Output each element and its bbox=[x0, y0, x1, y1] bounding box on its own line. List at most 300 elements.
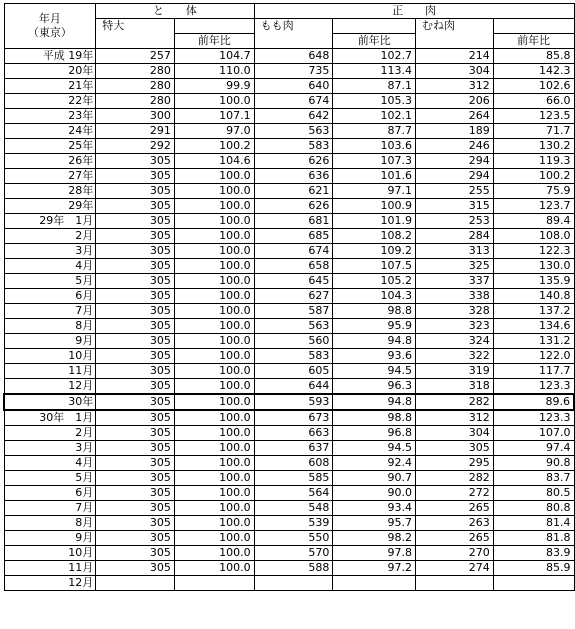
row-label: 2月 bbox=[4, 229, 96, 244]
cell-mune-price: 312 bbox=[416, 79, 494, 94]
table-row bbox=[4, 274, 574, 289]
cell-momo-yoy: 97.8 bbox=[333, 546, 416, 561]
cell-tokudai-price: 292 bbox=[96, 139, 175, 154]
cell-mune-price: 328 bbox=[416, 304, 494, 319]
table-row bbox=[4, 184, 574, 199]
cell-tokudai-price: 305 bbox=[96, 516, 175, 531]
row-label: 29年 bbox=[4, 199, 96, 214]
cell-mune-price: 189 bbox=[416, 124, 494, 139]
cell-mune-yoy: 100.2 bbox=[493, 169, 574, 184]
cell-tokudai-price: 305 bbox=[96, 546, 175, 561]
row-label: 6月 bbox=[4, 486, 96, 501]
period-label: 年月 bbox=[38, 12, 61, 25]
cell-mune-price: 305 bbox=[416, 441, 494, 456]
cell-tokudai-yoy: 100.0 bbox=[174, 486, 254, 501]
cell-tokudai-price: 280 bbox=[96, 79, 175, 94]
cell-mune-yoy: 130.2 bbox=[493, 139, 574, 154]
header-row-1 bbox=[4, 4, 574, 19]
table-body bbox=[4, 4, 574, 591]
cell-tokudai-price: 305 bbox=[96, 184, 175, 199]
table-row bbox=[4, 394, 574, 410]
cell-tokudai-price: 305 bbox=[96, 379, 175, 395]
table-row bbox=[4, 486, 574, 501]
cell-mune-yoy: 71.7 bbox=[493, 124, 574, 139]
cell-tokudai-yoy: 110.0 bbox=[174, 64, 254, 79]
cell-tokudai-price: 305 bbox=[96, 154, 175, 169]
table-row bbox=[4, 501, 574, 516]
table-row bbox=[4, 456, 574, 471]
cell-momo-price: 644 bbox=[254, 379, 333, 395]
cell-tokudai-price: 305 bbox=[96, 169, 175, 184]
row-label: 8月 bbox=[4, 319, 96, 334]
cell-mune-price: 294 bbox=[416, 154, 494, 169]
cell-momo-price: 539 bbox=[254, 516, 333, 531]
table-row bbox=[4, 304, 574, 319]
cell-tokudai-price: 305 bbox=[96, 364, 175, 379]
cell-tokudai-price: 305 bbox=[96, 214, 175, 229]
cell-tokudai-price: 305 bbox=[96, 259, 175, 274]
row-label: 27年 bbox=[4, 169, 96, 184]
cell-tokudai-price bbox=[96, 576, 175, 591]
cell-momo-price: 587 bbox=[254, 304, 333, 319]
cell-momo-yoy: 108.2 bbox=[333, 229, 416, 244]
cell-tokudai-yoy: 100.0 bbox=[174, 456, 254, 471]
cell-tokudai-price: 305 bbox=[96, 244, 175, 259]
col-header-mune: むね肉 bbox=[416, 19, 494, 34]
table-row bbox=[4, 124, 574, 139]
row-label: 11月 bbox=[4, 561, 96, 576]
cell-tokudai-price: 305 bbox=[96, 229, 175, 244]
cell-tokudai-price: 305 bbox=[96, 471, 175, 486]
cell-momo-price: 626 bbox=[254, 199, 333, 214]
cell-momo-yoy: 97.1 bbox=[333, 184, 416, 199]
table-row bbox=[4, 410, 574, 426]
cell-momo-price: 636 bbox=[254, 169, 333, 184]
cell-tokudai-yoy: 100.0 bbox=[174, 184, 254, 199]
cell-mune-yoy: 134.6 bbox=[493, 319, 574, 334]
table-row bbox=[4, 441, 574, 456]
cell-momo-yoy: 101.9 bbox=[333, 214, 416, 229]
cell-mune-price: 325 bbox=[416, 259, 494, 274]
cell-mune-yoy: 97.4 bbox=[493, 441, 574, 456]
cell-mune-price: 322 bbox=[416, 349, 494, 364]
cell-tokudai-yoy: 104.6 bbox=[174, 154, 254, 169]
cell-tokudai-yoy: 104.7 bbox=[174, 49, 254, 64]
cell-tokudai-price: 305 bbox=[96, 486, 175, 501]
cell-mune-yoy: 90.8 bbox=[493, 456, 574, 471]
cell-mune-price: 304 bbox=[416, 64, 494, 79]
row-label: 6月 bbox=[4, 289, 96, 304]
cell-tokudai-price: 305 bbox=[96, 441, 175, 456]
cell-momo-yoy: 102.1 bbox=[333, 109, 416, 124]
cell-tokudai-yoy: 100.0 bbox=[174, 94, 254, 109]
cell-mune-yoy: 102.6 bbox=[493, 79, 574, 94]
cell-mune-price: 324 bbox=[416, 334, 494, 349]
group-header-seiniku: 正 肉 bbox=[254, 4, 574, 19]
cell-momo-price: 593 bbox=[254, 394, 333, 410]
cell-momo-price: 563 bbox=[254, 319, 333, 334]
cell-momo-yoy: 94.8 bbox=[333, 334, 416, 349]
cell-tokudai-price: 305 bbox=[96, 394, 175, 410]
col-header-momo: もも肉 bbox=[254, 19, 333, 34]
cell-mune-price: 282 bbox=[416, 471, 494, 486]
cell-momo-price bbox=[254, 576, 333, 591]
cell-tokudai-yoy: 100.0 bbox=[174, 214, 254, 229]
cell-tokudai-yoy: 100.0 bbox=[174, 244, 254, 259]
cell-momo-price: 548 bbox=[254, 501, 333, 516]
row-label: 22年 bbox=[4, 94, 96, 109]
cell-tokudai-yoy: 100.0 bbox=[174, 169, 254, 184]
cell-momo-yoy: 113.4 bbox=[333, 64, 416, 79]
cell-momo-price: 621 bbox=[254, 184, 333, 199]
cell-momo-yoy bbox=[333, 576, 416, 591]
cell-momo-yoy: 87.1 bbox=[333, 79, 416, 94]
cell-tokudai-yoy: 100.0 bbox=[174, 349, 254, 364]
cell-mune-price: 246 bbox=[416, 139, 494, 154]
cell-tokudai-yoy: 100.0 bbox=[174, 304, 254, 319]
cell-mune-price: 214 bbox=[416, 49, 494, 64]
table-row bbox=[4, 349, 574, 364]
cell-momo-price: 640 bbox=[254, 79, 333, 94]
cell-tokudai-price: 257 bbox=[96, 49, 175, 64]
row-label: 3月 bbox=[4, 441, 96, 456]
table-row bbox=[4, 576, 574, 591]
cell-mune-price: 265 bbox=[416, 531, 494, 546]
cell-momo-yoy: 109.2 bbox=[333, 244, 416, 259]
cell-momo-price: 583 bbox=[254, 349, 333, 364]
row-label: 5月 bbox=[4, 274, 96, 289]
cell-mune-yoy: 142.3 bbox=[493, 64, 574, 79]
cell-momo-price: 645 bbox=[254, 274, 333, 289]
cell-mune-yoy: 89.6 bbox=[493, 394, 574, 410]
row-label: 12月 bbox=[4, 379, 96, 395]
row-label: 10月 bbox=[4, 546, 96, 561]
cell-mune-price: 319 bbox=[416, 364, 494, 379]
cell-momo-yoy: 87.7 bbox=[333, 124, 416, 139]
row-label: 8月 bbox=[4, 516, 96, 531]
cell-momo-yoy: 92.4 bbox=[333, 456, 416, 471]
row-label: 4月 bbox=[4, 456, 96, 471]
row-label: 30年 bbox=[4, 394, 96, 410]
cell-mune-yoy: 83.7 bbox=[493, 471, 574, 486]
cell-momo-yoy: 97.2 bbox=[333, 561, 416, 576]
col-header-tokudai: 特大 bbox=[96, 19, 175, 49]
cell-tokudai-yoy: 100.0 bbox=[174, 410, 254, 426]
cell-tokudai-price: 305 bbox=[96, 426, 175, 441]
cell-mune-yoy: 130.0 bbox=[493, 259, 574, 274]
cell-tokudai-yoy: 100.0 bbox=[174, 364, 254, 379]
cell-momo-yoy: 105.2 bbox=[333, 274, 416, 289]
cell-tokudai-yoy: 100.0 bbox=[174, 546, 254, 561]
table-row bbox=[4, 169, 574, 184]
cell-momo-price: 550 bbox=[254, 531, 333, 546]
cell-mune-yoy bbox=[493, 576, 574, 591]
header-spacer bbox=[254, 34, 333, 49]
table-row bbox=[4, 199, 574, 214]
row-label: 26年 bbox=[4, 154, 96, 169]
cell-mune-price: 206 bbox=[416, 94, 494, 109]
group-header-toutai: と 体 bbox=[96, 4, 254, 19]
cell-mune-price: 264 bbox=[416, 109, 494, 124]
cell-momo-price: 583 bbox=[254, 139, 333, 154]
cell-mune-yoy: 131.2 bbox=[493, 334, 574, 349]
cell-tokudai-yoy: 100.0 bbox=[174, 199, 254, 214]
cell-tokudai-yoy bbox=[174, 576, 254, 591]
cell-tokudai-yoy: 100.0 bbox=[174, 471, 254, 486]
cell-momo-price: 605 bbox=[254, 364, 333, 379]
cell-mune-price: 323 bbox=[416, 319, 494, 334]
table-row bbox=[4, 516, 574, 531]
cell-momo-yoy: 98.8 bbox=[333, 304, 416, 319]
cell-mune-price: 274 bbox=[416, 561, 494, 576]
cell-tokudai-yoy: 97.0 bbox=[174, 124, 254, 139]
cell-tokudai-yoy: 100.0 bbox=[174, 259, 254, 274]
cell-tokudai-yoy: 100.0 bbox=[174, 426, 254, 441]
cell-momo-yoy: 100.9 bbox=[333, 199, 416, 214]
row-label: 9月 bbox=[4, 531, 96, 546]
row-label: 29年 1月 bbox=[4, 214, 96, 229]
cell-mune-yoy: 89.4 bbox=[493, 214, 574, 229]
cell-mune-price: 312 bbox=[416, 410, 494, 426]
row-label: 7月 bbox=[4, 304, 96, 319]
table-row bbox=[4, 79, 574, 94]
table-row bbox=[4, 289, 574, 304]
cell-mune-price: 295 bbox=[416, 456, 494, 471]
cell-mune-yoy: 83.9 bbox=[493, 546, 574, 561]
cell-mune-price: 270 bbox=[416, 546, 494, 561]
cell-momo-price: 648 bbox=[254, 49, 333, 64]
cell-momo-yoy: 96.8 bbox=[333, 426, 416, 441]
cell-momo-price: 735 bbox=[254, 64, 333, 79]
table-row bbox=[4, 94, 574, 109]
cell-momo-price: 674 bbox=[254, 244, 333, 259]
cell-mune-yoy: 108.0 bbox=[493, 229, 574, 244]
cell-tokudai-yoy: 107.1 bbox=[174, 109, 254, 124]
row-label: 9月 bbox=[4, 334, 96, 349]
cell-momo-yoy: 94.5 bbox=[333, 441, 416, 456]
cell-momo-price: 685 bbox=[254, 229, 333, 244]
cell-momo-yoy: 93.6 bbox=[333, 349, 416, 364]
cell-tokudai-price: 305 bbox=[96, 501, 175, 516]
price-table bbox=[3, 3, 575, 591]
cell-mune-yoy: 140.8 bbox=[493, 289, 574, 304]
cell-momo-price: 585 bbox=[254, 471, 333, 486]
cell-tokudai-yoy: 100.0 bbox=[174, 274, 254, 289]
cell-momo-yoy: 94.5 bbox=[333, 364, 416, 379]
row-label: 30年 1月 bbox=[4, 410, 96, 426]
cell-mune-yoy: 122.3 bbox=[493, 244, 574, 259]
col-header-yoy-momo: 前年比 bbox=[333, 34, 416, 49]
cell-tokudai-price: 305 bbox=[96, 289, 175, 304]
row-label: 28年 bbox=[4, 184, 96, 199]
col-header-yoy-toutai: 前年比 bbox=[174, 34, 254, 49]
header-spacer bbox=[174, 19, 254, 34]
cell-mune-price: 294 bbox=[416, 169, 494, 184]
row-label: 10月 bbox=[4, 349, 96, 364]
cell-momo-yoy: 93.4 bbox=[333, 501, 416, 516]
cell-momo-price: 570 bbox=[254, 546, 333, 561]
cell-momo-price: 673 bbox=[254, 410, 333, 426]
cell-momo-price: 637 bbox=[254, 441, 333, 456]
cell-momo-price: 681 bbox=[254, 214, 333, 229]
row-label: 3月 bbox=[4, 244, 96, 259]
table-row bbox=[4, 259, 574, 274]
table-row bbox=[4, 471, 574, 486]
cell-mune-price: 263 bbox=[416, 516, 494, 531]
cell-mune-price: 315 bbox=[416, 199, 494, 214]
cell-momo-yoy: 103.6 bbox=[333, 139, 416, 154]
cell-mune-yoy: 123.7 bbox=[493, 199, 574, 214]
cell-tokudai-yoy: 100.0 bbox=[174, 441, 254, 456]
cell-momo-yoy: 101.6 bbox=[333, 169, 416, 184]
cell-mune-yoy: 137.2 bbox=[493, 304, 574, 319]
cell-mune-price: 253 bbox=[416, 214, 494, 229]
row-label: 11月 bbox=[4, 364, 96, 379]
cell-mune-yoy: 80.5 bbox=[493, 486, 574, 501]
cell-mune-yoy: 107.0 bbox=[493, 426, 574, 441]
table-row bbox=[4, 49, 574, 64]
cell-momo-yoy: 107.5 bbox=[333, 259, 416, 274]
cell-mune-yoy: 85.8 bbox=[493, 49, 574, 64]
cell-mune-price: 255 bbox=[416, 184, 494, 199]
cell-tokudai-yoy: 100.0 bbox=[174, 394, 254, 410]
cell-tokudai-price: 305 bbox=[96, 410, 175, 426]
table-row bbox=[4, 109, 574, 124]
cell-momo-yoy: 95.7 bbox=[333, 516, 416, 531]
cell-mune-yoy: 123.5 bbox=[493, 109, 574, 124]
cell-tokudai-price: 305 bbox=[96, 334, 175, 349]
cell-momo-yoy: 90.0 bbox=[333, 486, 416, 501]
region-label: （東京） bbox=[27, 26, 72, 39]
cell-mune-price: 282 bbox=[416, 394, 494, 410]
cell-momo-yoy: 107.3 bbox=[333, 154, 416, 169]
row-label: 20年 bbox=[4, 64, 96, 79]
table-row bbox=[4, 154, 574, 169]
row-label: 23年 bbox=[4, 109, 96, 124]
cell-mune-yoy: 81.8 bbox=[493, 531, 574, 546]
cell-tokudai-price: 305 bbox=[96, 304, 175, 319]
cell-mune-price: 337 bbox=[416, 274, 494, 289]
row-label: 4月 bbox=[4, 259, 96, 274]
cell-momo-yoy: 90.7 bbox=[333, 471, 416, 486]
cell-momo-price: 588 bbox=[254, 561, 333, 576]
cell-mune-yoy: 119.3 bbox=[493, 154, 574, 169]
cell-momo-price: 674 bbox=[254, 94, 333, 109]
cell-momo-price: 608 bbox=[254, 456, 333, 471]
cell-mune-price: 265 bbox=[416, 501, 494, 516]
cell-momo-price: 663 bbox=[254, 426, 333, 441]
cell-tokudai-price: 291 bbox=[96, 124, 175, 139]
cell-tokudai-yoy: 100.0 bbox=[174, 561, 254, 576]
period-header bbox=[4, 4, 96, 49]
row-label: 平成 19年 bbox=[4, 49, 96, 64]
cell-tokudai-yoy: 100.0 bbox=[174, 501, 254, 516]
table-row bbox=[4, 139, 574, 154]
cell-tokudai-yoy: 100.0 bbox=[174, 229, 254, 244]
row-label: 21年 bbox=[4, 79, 96, 94]
table-row bbox=[4, 244, 574, 259]
cell-mune-price: 284 bbox=[416, 229, 494, 244]
cell-tokudai-price: 305 bbox=[96, 319, 175, 334]
cell-momo-yoy: 105.3 bbox=[333, 94, 416, 109]
header-spacer bbox=[416, 34, 494, 49]
cell-tokudai-price: 305 bbox=[96, 199, 175, 214]
cell-tokudai-price: 300 bbox=[96, 109, 175, 124]
header-spacer bbox=[333, 19, 416, 34]
cell-momo-yoy: 94.8 bbox=[333, 394, 416, 410]
table-row bbox=[4, 379, 574, 395]
cell-tokudai-yoy: 100.0 bbox=[174, 319, 254, 334]
cell-momo-yoy: 98.8 bbox=[333, 410, 416, 426]
table-row bbox=[4, 546, 574, 561]
cell-mune-yoy: 123.3 bbox=[493, 379, 574, 395]
row-label: 25年 bbox=[4, 139, 96, 154]
cell-mune-yoy: 122.0 bbox=[493, 349, 574, 364]
cell-mune-yoy: 75.9 bbox=[493, 184, 574, 199]
cell-momo-price: 642 bbox=[254, 109, 333, 124]
col-header-yoy-mune: 前年比 bbox=[493, 34, 574, 49]
cell-momo-price: 626 bbox=[254, 154, 333, 169]
row-label: 5月 bbox=[4, 471, 96, 486]
cell-mune-yoy: 85.9 bbox=[493, 561, 574, 576]
cell-mune-yoy: 123.3 bbox=[493, 410, 574, 426]
cell-tokudai-price: 305 bbox=[96, 561, 175, 576]
table-row bbox=[4, 229, 574, 244]
table-row bbox=[4, 334, 574, 349]
cell-momo-price: 658 bbox=[254, 259, 333, 274]
table-row bbox=[4, 64, 574, 79]
cell-tokudai-yoy: 100.2 bbox=[174, 139, 254, 154]
cell-tokudai-yoy: 100.0 bbox=[174, 379, 254, 395]
cell-mune-yoy: 135.9 bbox=[493, 274, 574, 289]
row-label: 24年 bbox=[4, 124, 96, 139]
cell-tokudai-price: 305 bbox=[96, 456, 175, 471]
cell-momo-yoy: 96.3 bbox=[333, 379, 416, 395]
cell-mune-yoy: 81.4 bbox=[493, 516, 574, 531]
row-label: 7月 bbox=[4, 501, 96, 516]
cell-mune-price: 338 bbox=[416, 289, 494, 304]
row-label: 2月 bbox=[4, 426, 96, 441]
cell-momo-yoy: 102.7 bbox=[333, 49, 416, 64]
cell-momo-yoy: 95.9 bbox=[333, 319, 416, 334]
cell-tokudai-yoy: 99.9 bbox=[174, 79, 254, 94]
table-row bbox=[4, 426, 574, 441]
header-spacer bbox=[493, 19, 574, 34]
table-row bbox=[4, 364, 574, 379]
cell-mune-price: 304 bbox=[416, 426, 494, 441]
cell-tokudai-yoy: 100.0 bbox=[174, 531, 254, 546]
cell-momo-price: 560 bbox=[254, 334, 333, 349]
cell-tokudai-price: 305 bbox=[96, 349, 175, 364]
cell-tokudai-price: 280 bbox=[96, 64, 175, 79]
cell-momo-price: 627 bbox=[254, 289, 333, 304]
cell-momo-price: 564 bbox=[254, 486, 333, 501]
cell-mune-price: 313 bbox=[416, 244, 494, 259]
table-row bbox=[4, 531, 574, 546]
cell-mune-price bbox=[416, 576, 494, 591]
cell-tokudai-yoy: 100.0 bbox=[174, 289, 254, 304]
cell-mune-price: 318 bbox=[416, 379, 494, 395]
cell-momo-price: 563 bbox=[254, 124, 333, 139]
cell-momo-yoy: 98.2 bbox=[333, 531, 416, 546]
cell-mune-price: 272 bbox=[416, 486, 494, 501]
table-row bbox=[4, 561, 574, 576]
cell-tokudai-yoy: 100.0 bbox=[174, 334, 254, 349]
cell-momo-yoy: 104.3 bbox=[333, 289, 416, 304]
cell-tokudai-price: 280 bbox=[96, 94, 175, 109]
cell-tokudai-price: 305 bbox=[96, 531, 175, 546]
cell-mune-yoy: 80.8 bbox=[493, 501, 574, 516]
